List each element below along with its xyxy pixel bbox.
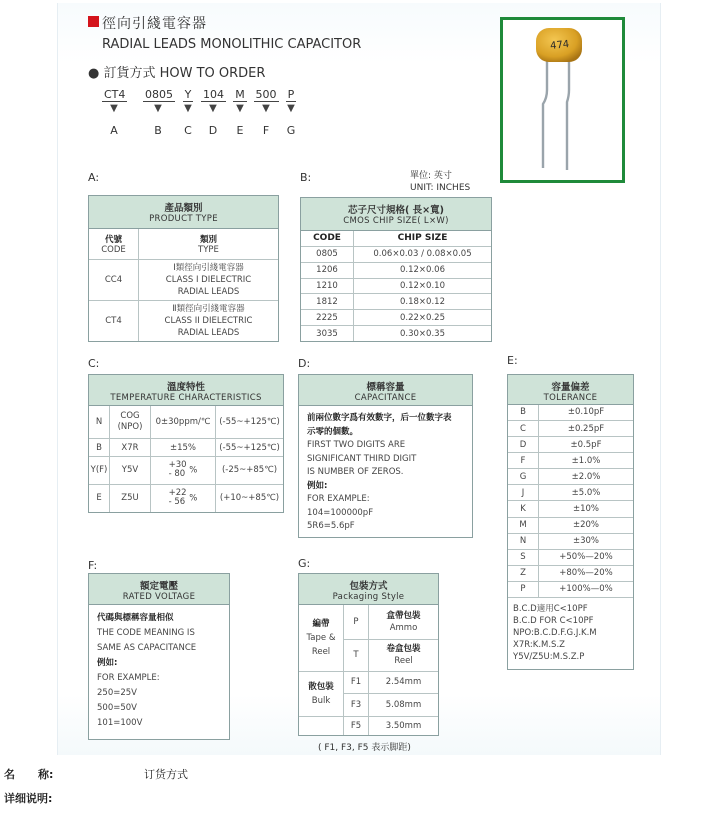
order-letter-f: F [262, 124, 270, 137]
order-code-f: 500 [255, 88, 277, 101]
name-value: 订货方式 [144, 768, 188, 781]
order-code-g: P [287, 88, 295, 101]
capacitance-box [298, 374, 473, 538]
tolerance-table [507, 374, 634, 670]
table-row: E Z5U +22 - 56 % (+10~+85℃) [89, 484, 283, 512]
order-code-d: 104 [203, 88, 224, 101]
order-letter-b: B [154, 124, 162, 137]
table-row: D ±0.5pF [508, 437, 633, 453]
table-row: S +50%—20% [508, 549, 633, 565]
table-row: P +100%—0% [508, 581, 633, 597]
table-row: B X7R ±15% (-55~+125℃) [89, 439, 283, 456]
order-letter-d: D [208, 124, 218, 137]
how-to-order-title: ● 訂貨方式 HOW TO ORDER [88, 66, 266, 81]
rated-voltage-box [88, 573, 230, 740]
arrow-down-icon: ▼ [110, 103, 118, 114]
table-row: 編帶 Tape & Reel P 盒帶包裝 Ammo [299, 605, 438, 639]
product-type-table [88, 195, 279, 342]
table-row: N ±30% [508, 533, 633, 549]
table-row: J ±5.0% [508, 485, 633, 501]
chip-size-header: 芯子尺寸規格( 長×寬) CMOS CHIP SIZE( L×W) [301, 198, 491, 231]
section-f-label: F: [88, 559, 98, 572]
arrow-down-icon: ▼ [287, 103, 295, 114]
table-row: C ±0.25pF [508, 420, 633, 436]
order-code-e: M [235, 88, 245, 101]
table-row: B ±0.10pF [508, 405, 633, 420]
capacitor-illustration [503, 20, 622, 180]
temperature-header: 溫度特性 TEMPERATURE CHARACTERISTICS [89, 375, 283, 406]
table-row: M ±20% [508, 517, 633, 533]
table-row: CODE CHIP SIZE [301, 231, 491, 246]
capacitance-header: 標稱容量 CAPACITANCE [299, 375, 472, 406]
table-row: F5 3.50mm [299, 717, 438, 735]
tolerance-notes: B.C.D適用C<10PF B.C.D FOR C<10PF NPO:B.C.D.F.G.J.K.M X7R:K.M.S.Z Y5V/Z5U:M.S.Z.P [508, 597, 633, 668]
arrow-down-icon: ▼ [184, 103, 192, 114]
rated-voltage-description: 代碼與標稱容量相似 THE CODE MEANING IS SAME AS CAPACITANCE 例如: FOR EXAMPLE: 250=25V 500=50V 101=100V [97, 613, 197, 728]
table-row: 2225 0.22×0.25 [301, 310, 491, 326]
detail-label: 详细说明: [4, 792, 53, 805]
table-row: G ±2.0% [508, 469, 633, 485]
table-row: F3 5.08mm [299, 694, 438, 717]
arrow-down-icon: ▼ [236, 103, 244, 114]
table-row: 代號 CODE 類別 TYPE [89, 229, 278, 259]
order-letter-c: C [184, 124, 192, 137]
arrow-down-icon: ▼ [154, 103, 162, 114]
table-row: 1206 0.12×0.06 [301, 262, 491, 278]
title-en: RADIAL LEADS MONOLITHIC CAPACITOR [102, 37, 362, 52]
table-row: T 卷盒包裝 Reel [299, 639, 438, 671]
order-code-a: CT4 [104, 88, 126, 101]
table-row: CT4 Ⅱ類徑向引綫電容器 CLASS II DIELECTRIC RADIAL LEADS [89, 300, 278, 341]
capacitor-photo [500, 17, 625, 183]
section-c-label: C: [88, 357, 100, 370]
tolerance-header: 容量偏差 TOLERANCE [508, 375, 633, 405]
order-letter-g: G [286, 124, 296, 137]
packaging-table [298, 573, 439, 736]
rated-voltage-header: 額定電壓 RATED VOLTAGE [89, 574, 229, 605]
order-letter-a: A [110, 124, 118, 137]
section-b-label: B: [300, 171, 312, 184]
temperature-table [88, 374, 284, 513]
order-code-c: Y [184, 88, 192, 101]
packaging-note: ( F1, F3, F5 表示脚距) [318, 743, 411, 753]
section-d-label: D: [298, 357, 311, 370]
capacitance-description: 前兩位數字爲有效數字，后一位數字表 示零的個數。 FIRST TWO DIGITS ARE SIGNIFICANT THIRD DIGIT IS NUMBER OF ZEROS. 例如: FOR EXAMPLE: 104=100000pF 5R6=5.6pF [307, 413, 452, 531]
table-row: N COG (NPO) 0±30ppm/℃ (-55~+125℃) [89, 406, 283, 439]
table-row: K ±10% [508, 501, 633, 517]
section-e-label: E: [507, 354, 518, 367]
table-row: Y(F) Y5V +30 - 80 % (-25~+85℃) [89, 456, 283, 484]
title-bullet [88, 16, 99, 27]
title-cn: 徑向引綫電容器 [102, 16, 207, 32]
order-code-b: 0805 [145, 88, 173, 101]
arrow-down-icon: ▼ [262, 103, 270, 114]
unit-label-cn: 單位: 英寸 [410, 171, 452, 181]
packaging-header: 包裝方式 Packaging Style [299, 574, 438, 605]
name-label: 名 称: [4, 768, 54, 781]
section-a-label: A: [88, 171, 100, 184]
arrow-down-icon: ▼ [209, 103, 217, 114]
table-row: Z +80%—20% [508, 565, 633, 581]
table-row: 3035 0.30×0.35 [301, 326, 491, 341]
unit-label-en: UNIT: INCHES [410, 183, 471, 193]
table-row: 1812 0.18×0.12 [301, 294, 491, 310]
capacitor-marking: 474 [549, 39, 570, 52]
table-row: 0805 0.06×0.03 / 0.08×0.05 [301, 246, 491, 262]
section-g-label: G: [298, 557, 311, 570]
order-letter-e: E [236, 124, 244, 137]
table-row: CC4 Ⅰ類徑向引綫電容器 CLASS I DIELECTRIC RADIAL LEADS [89, 259, 278, 300]
table-row: 散包裝 Bulk F1 2.54mm [299, 671, 438, 694]
table-row: F ±1.0% [508, 453, 633, 469]
table-row: 1210 0.12×0.10 [301, 278, 491, 294]
product-type-header: 產品類別 PRODUCT TYPE [89, 196, 278, 229]
chip-size-table [300, 197, 492, 342]
